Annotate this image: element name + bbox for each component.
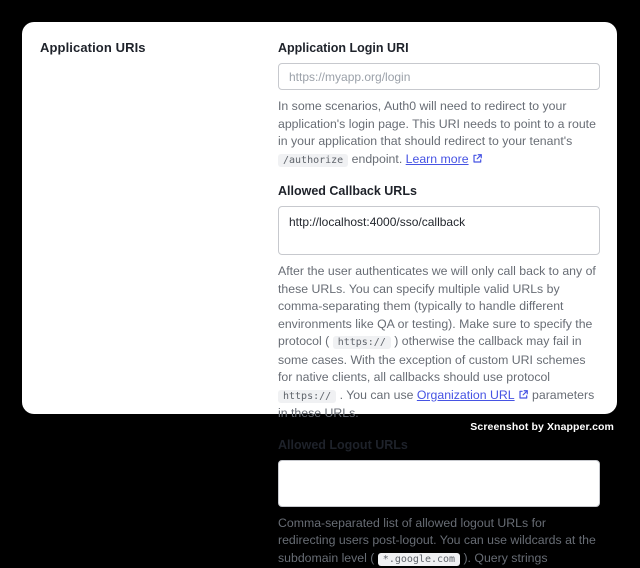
inline-code: /authorize — [278, 154, 348, 167]
section-title: Application URIs — [40, 40, 278, 55]
fields-column — [278, 40, 600, 396]
section-label-column — [40, 40, 278, 396]
allowed-logout-urls-textarea[interactable] — [278, 460, 600, 507]
application-login-uri-help: In some scenarios, Auth0 will need to redirect to your application's login page. This URI needs to point to a route in your application that should redirect to your tenant's /authorize endpoint. Learn more — [278, 98, 600, 169]
application-uris-card — [22, 22, 617, 414]
external-link-icon[interactable] — [472, 153, 483, 164]
allowed-callback-urls-help: After the user authenticates we will only call back to any of these URLs. You can specify multiple valid URLs by comma-separating them (typically to handle different environments like QA or testing). Make sure to specify the protocol ( https:// ) otherwise the callback may fail in some cases. With the exception of custom URI schemes for native clients, all callbacks should use protocol https:// . You can use Organization URL parameters in these URLs. — [278, 263, 600, 423]
field-allowed-logout-urls — [278, 438, 600, 568]
application-login-uri-input[interactable] — [278, 63, 600, 90]
field-allowed-callback-urls — [278, 184, 600, 423]
inline-code: https:// — [278, 390, 336, 403]
xnapper-watermark: Screenshot by Xnapper.com — [470, 421, 614, 433]
external-link-icon[interactable] — [518, 389, 529, 400]
application-login-uri-label: Application Login URI — [278, 41, 600, 55]
allowed-callback-urls-textarea[interactable] — [278, 206, 600, 255]
allowed-logout-urls-label: Allowed Logout URLs — [278, 438, 600, 452]
inline-code: *.google.com — [378, 553, 460, 566]
organization-url-link[interactable]: Organization URL — [417, 388, 515, 402]
allowed-callback-urls-label: Allowed Callback URLs — [278, 184, 600, 198]
allowed-logout-urls-help: Comma-separated list of allowed logout URLs for redirecting users post-logout. You can use wildcards at the subdomain level ( *.google.com ). Query strings — [278, 515, 600, 568]
field-application-login-uri — [278, 41, 600, 169]
inline-code: https:// — [333, 336, 391, 349]
learn-more-link[interactable]: Learn more — [406, 152, 469, 166]
